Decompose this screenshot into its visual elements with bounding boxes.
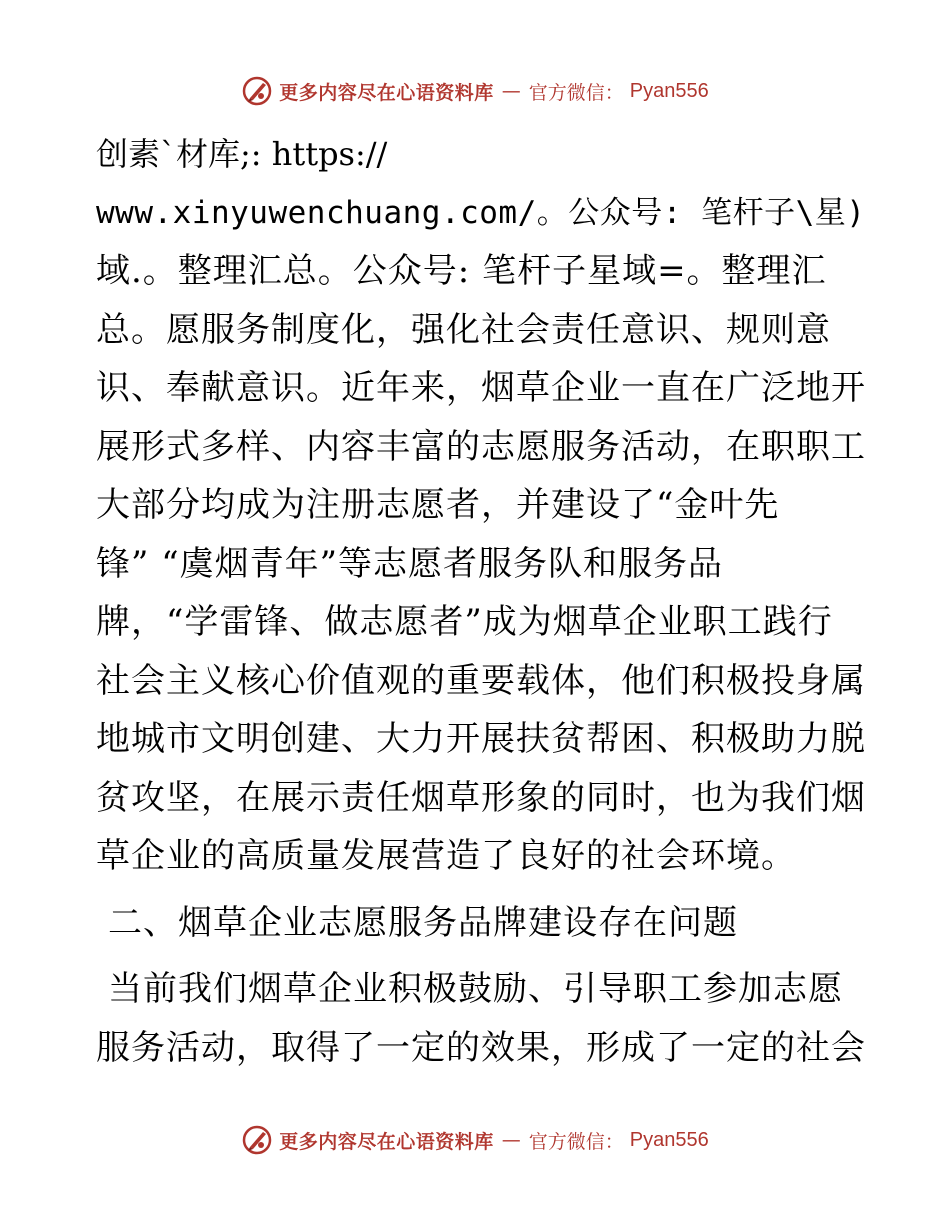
banner-title: 更多内容尽在心语资料库	[279, 81, 494, 104]
body-line: 展形式多样、内容丰富的志愿服务活动，在职职工	[96, 426, 866, 467]
body-line: 总。愿服务制度化，强化社会责任意识、规则意	[96, 309, 831, 350]
body-line: 锋” “虞烟青年”等志愿者服务队和服务品	[96, 543, 723, 584]
banner-official-label: 官方微信：	[528, 81, 624, 104]
body-line: 大部分均成为注册志愿者，并建设了“金叶先	[96, 485, 780, 525]
section-heading: 二、烟草企业志愿服务品牌建设存在问题	[108, 902, 738, 943]
body-line: 当前我们烟草企业积极鼓励、引导职工参加志愿	[108, 969, 843, 1009]
banner-wechat-id: Pyan556	[629, 1128, 709, 1151]
body-line: 社会主义核心价值观的重要载体，他们积极投身属	[96, 660, 866, 701]
quill-seal-icon	[241, 75, 273, 107]
body-line: www.xinyuwenchuang.com/。公众号: 笔杆子\星)	[96, 194, 866, 231]
document-body	[96, 125, 866, 1077]
body-line: 创素`材库;: https://	[96, 135, 388, 173]
quill-seal-icon	[241, 1124, 273, 1156]
body-line: 贫攻坚，在展示责任烟草形象的同时，也为我们烟	[96, 777, 866, 818]
banner-separator: —	[501, 80, 521, 102]
header-banner	[0, 71, 950, 111]
body-line: 牌，“学雷锋、做志愿者”成为烟草企业职工践行	[96, 602, 833, 642]
banner-separator: —	[501, 1129, 521, 1151]
body-line: 地城市文明创建、大力开展扶贫帮困、积极助力脱	[96, 719, 866, 759]
banner-official-label: 官方微信：	[528, 1130, 624, 1153]
body-line: 识、奉献意识。近年来，烟草企业一直在广泛地开	[96, 368, 866, 408]
footer-banner	[0, 1120, 950, 1160]
body-line: 域.。整理汇总。公众号: 笔杆子星域=。整理汇	[96, 251, 827, 291]
body-line: 服务活动，取得了一定的效果，形成了一定的社会	[96, 1027, 866, 1068]
banner-wechat-id: Pyan556	[629, 79, 709, 102]
body-line: 草企业的高质量发展营造了良好的社会环境。	[96, 836, 796, 876]
banner-title: 更多内容尽在心语资料库	[279, 1130, 494, 1153]
